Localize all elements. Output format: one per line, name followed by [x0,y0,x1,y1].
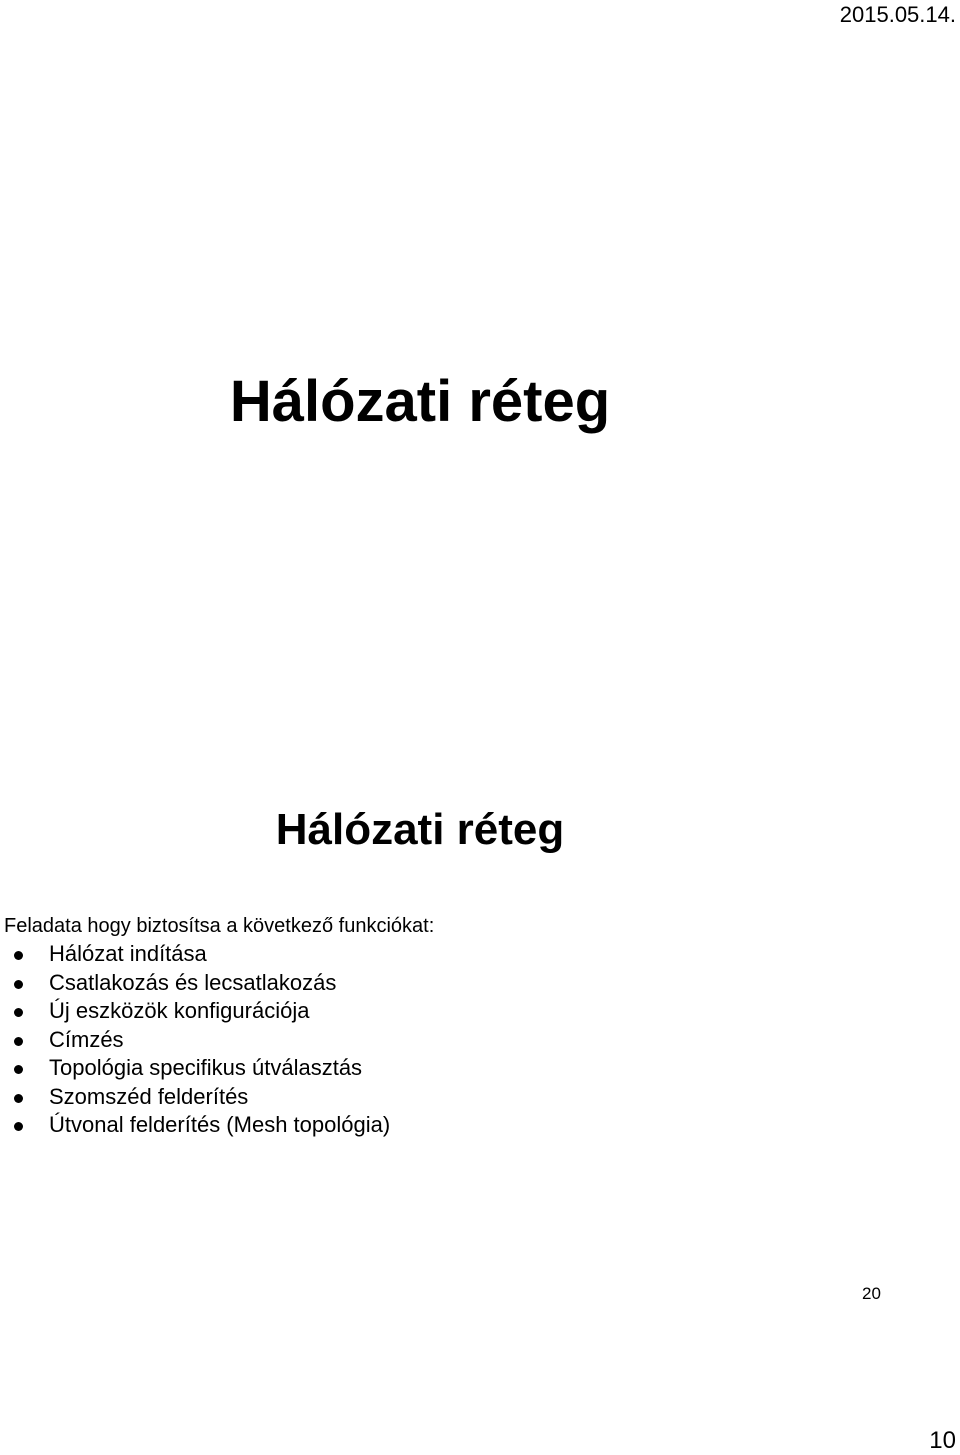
bullet-icon [14,1065,23,1074]
page-number: 10 [929,1427,956,1454]
list-item [4,1026,904,1055]
bullet-icon [14,980,23,989]
list-item-text: Címzés [49,1026,124,1052]
list-item-text: Útvonal felderítés (Mesh topológia) [49,1112,391,1137]
list-item [4,940,904,969]
list-item-text: Új eszközök konfigurációja [49,998,310,1023]
slide-title: Hálózati réteg [229,369,611,434]
bullet-icon [14,951,23,960]
slide-number: 20 [862,1284,881,1303]
list-item-text: Csatlakozás és lecsatlakozás [49,969,337,995]
function-list [4,940,904,1140]
bullet-icon [14,1122,23,1131]
list-item-text: Hálózat indítása [49,941,207,966]
list-item [4,1111,904,1140]
list-item-text: Szomszéd felderítés [49,1083,249,1109]
slide-subtitle: Hálózati réteg [275,805,565,854]
bullet-icon [14,1008,23,1017]
bullet-icon [14,1037,23,1046]
bullet-icon [14,1094,23,1103]
list-item [4,1083,904,1112]
list-item-text: Topológia specifikus útválasztás [49,1055,363,1080]
intro-text: Feladata hogy biztosítsa a következő funkciókat: [4,915,435,937]
list-item [4,969,904,998]
list-item [4,997,904,1026]
page-date: 2015.05.14. [839,2,956,27]
slide-content [4,912,904,1140]
list-item [4,1054,904,1083]
